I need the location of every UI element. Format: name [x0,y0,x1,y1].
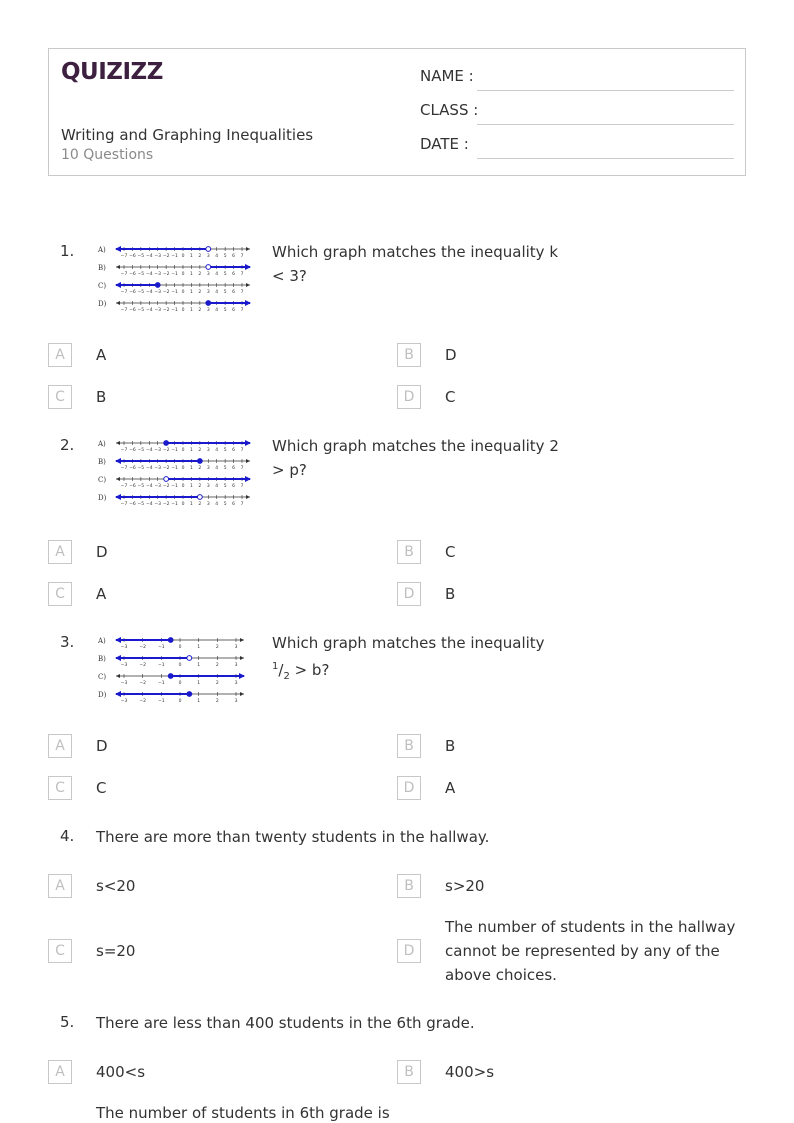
question-number: 2. [60,436,75,454]
tick-label: −4 [145,290,153,295]
graph-label: D) [98,691,107,699]
tick-label: −5 [137,290,145,295]
tick-label: 1 [189,290,193,295]
ray-arrow [245,300,251,306]
tick-label: 1 [189,272,193,277]
tick-label: 0 [181,466,185,471]
tick-label: −3 [154,290,162,295]
option-text[interactable]: C [445,388,456,406]
closed-point [206,301,211,306]
date-line[interactable] [477,158,734,159]
tick-label: −2 [162,272,170,277]
question-text: There are less than 400 students in the 6th grade. [96,1014,475,1032]
tick-label: −5 [137,502,145,507]
tick-label: −1 [171,308,178,313]
tick-label: −6 [129,272,136,277]
tick-label: 0 [178,681,182,686]
option-text[interactable]: s<20 [96,877,136,895]
tick-label: 7 [240,502,244,507]
class-field[interactable] [420,101,734,125]
option-text[interactable]: 400>s [445,1063,495,1081]
open-point [197,495,202,500]
axis-arrow-right [246,459,250,463]
tick-label: −6 [129,254,136,259]
tick-label: −5 [137,448,145,453]
tick-label: 4 [215,290,219,295]
option-text[interactable]: The number of students in 6th grade is [96,1104,390,1122]
tick-label: −2 [162,290,170,295]
closed-point [187,692,192,697]
option-text[interactable]: D [445,346,457,364]
tick-label: 7 [240,290,244,295]
tick-label: −2 [162,502,170,507]
axis-arrow-left [116,477,120,481]
tick-label: 7 [240,484,244,489]
tick-label: −3 [120,681,128,686]
tick-label: 0 [181,448,185,453]
tick-label: 2 [198,502,202,507]
option-letter[interactable]: C [48,776,72,800]
tick-label: 7 [240,254,244,259]
tick-label: 6 [232,502,236,507]
option-text[interactable]: s=20 [96,942,136,960]
ray-arrow [115,691,121,697]
tick-label: 0 [178,645,182,650]
option-letter[interactable]: A [48,540,72,564]
tick-label: 7 [240,308,244,313]
tick-label: 1 [189,466,193,471]
tick-label: −2 [139,663,146,668]
tick-label: 6 [232,254,236,259]
fraction-numerator: 1 [272,661,279,672]
tick-label: 1 [197,645,201,650]
option-text[interactable]: A [96,346,107,364]
tick-label: −4 [145,308,153,313]
graph-label: A) [98,637,106,645]
option-letter[interactable]: D [397,776,421,800]
axis-arrow-right [246,247,250,251]
tick-label: −1 [171,290,178,295]
open-point [187,656,192,661]
tick-label: −3 [154,466,162,471]
option-letter[interactable]: D [397,582,421,606]
tick-label: −6 [129,502,136,507]
ray-arrow [115,494,121,500]
tick-label: 5 [223,466,227,471]
tick-label: 0 [181,254,185,259]
tick-label: −1 [158,663,165,668]
tick-label: −5 [137,272,145,277]
question-number: 5. [60,1013,75,1031]
name-line[interactable] [477,90,734,91]
number-line-graphs [98,631,248,709]
tick-label: 6 [232,484,236,489]
tick-label: 1 [189,448,193,453]
option-letter[interactable]: A [48,734,72,758]
tick-label: 2 [215,645,219,650]
tick-label: −6 [129,290,136,295]
tick-label: 5 [223,502,227,507]
tick-label: −5 [137,254,145,259]
graph-label: C) [98,673,107,681]
tick-label: −7 [120,254,128,259]
option-letter[interactable]: C [48,385,72,409]
tick-label: −3 [154,484,162,489]
tick-label: 2 [215,663,219,668]
question-number: 1. [60,242,75,260]
tick-label: 4 [215,308,219,313]
date-field[interactable] [420,135,734,159]
tick-label: 3 [234,681,238,686]
tick-label: 1 [197,681,201,686]
tick-label: −1 [171,448,178,453]
tick-label: 2 [198,466,202,471]
axis-arrow-right [240,692,244,696]
question-count: 10 Questions [61,147,154,163]
option-letter[interactable]: D [397,385,421,409]
graph-label: C) [98,282,107,290]
option-letter[interactable]: B [397,874,421,898]
question-text-tail: > b? [289,661,330,679]
tick-label: 0 [181,502,185,507]
ray-arrow [115,637,121,643]
tick-label: 0 [181,272,185,277]
graph-label: B) [98,655,106,663]
tick-label: 3 [234,663,238,668]
tick-label: 2 [215,699,219,704]
tick-label: 2 [198,308,202,313]
tick-label: −7 [120,290,128,295]
worksheet-header [48,48,746,176]
graph-label: B) [98,264,106,272]
tick-label: −4 [145,272,153,277]
tick-label: 5 [223,272,227,277]
tick-label: 2 [198,290,202,295]
ray-arrow [115,246,121,252]
date-label: DATE : [420,135,469,153]
tick-label: −2 [162,466,170,471]
axis-arrow-left [116,265,120,269]
tick-label: 4 [215,466,219,471]
tick-label: 1 [189,484,193,489]
tick-label: 0 [181,308,185,313]
ray-arrow [239,673,245,679]
question-text-main: Which graph matches the inequality [272,634,545,652]
tick-label: 5 [223,254,227,259]
option-text[interactable]: s>20 [445,877,485,895]
tick-label: −4 [145,502,153,507]
option-letter[interactable]: D [397,939,421,963]
option-text[interactable]: A [96,585,107,603]
option-letter[interactable]: B [397,1060,421,1084]
option-letter[interactable]: C [48,939,72,963]
tick-label: 5 [223,448,227,453]
tick-label: −1 [171,254,178,259]
ray-arrow [115,655,121,661]
ray-arrow [115,282,121,288]
tick-label: 3 [206,254,210,259]
tick-label: 1 [197,699,201,704]
tick-label: 2 [198,448,202,453]
number-line-graphs [98,434,254,512]
tick-label: −2 [162,308,170,313]
tick-label: −6 [129,448,136,453]
closed-point [197,459,202,464]
tick-label: −1 [158,699,165,704]
tick-label: 5 [223,290,227,295]
ray-arrow [245,440,251,446]
name-label: NAME : [420,67,474,85]
tick-label: 3 [206,308,210,313]
tick-label: −6 [129,308,136,313]
tick-label: 4 [215,272,219,277]
graph-label: C) [98,476,107,484]
tick-label: 2 [198,272,202,277]
tick-label: −3 [120,663,128,668]
fraction-denominator: 2 [283,671,290,682]
ray-arrow [115,458,121,464]
tick-label: −3 [120,645,128,650]
tick-label: 1 [189,254,193,259]
tick-label: −5 [137,466,145,471]
tick-label: 1 [197,663,201,668]
class-line[interactable] [477,124,734,125]
number-line-graphs [98,240,254,318]
tick-label: −7 [120,502,128,507]
closed-point [164,441,169,446]
tick-label: 2 [215,681,219,686]
tick-label: −4 [145,254,153,259]
tick-label: −4 [145,448,153,453]
graph-label: D) [98,300,107,308]
option-text[interactable]: B [445,585,456,603]
tick-label: −6 [129,466,136,471]
tick-label: −3 [154,448,162,453]
tick-label: 2 [198,484,202,489]
question-text: Which graph matches the inequality $^1/_2 > b$? [272,634,545,682]
option-text[interactable]: D [96,543,108,561]
option-text[interactable]: B [445,737,456,755]
tick-label: −1 [158,645,165,650]
tick-label: −5 [137,484,145,489]
tick-label: −3 [154,254,162,259]
tick-label: 3 [206,290,210,295]
tick-label: 6 [232,448,236,453]
tick-label: −2 [139,645,146,650]
tick-label: −7 [120,484,128,489]
tick-label: 6 [232,308,236,313]
tick-label: 0 [178,663,182,668]
tick-label: 1 [189,502,193,507]
worksheet-title: Writing and Graphing Inequalities [61,126,314,144]
axis-arrow-right [246,283,250,287]
tick-label: −3 [120,699,128,704]
graph-label: A) [98,440,106,448]
tick-label: 3 [234,645,238,650]
option-text[interactable]: C [96,779,107,797]
tick-label: −4 [145,484,153,489]
graph-label: A) [98,246,106,254]
tick-label: −7 [120,448,128,453]
option-text[interactable]: C [445,543,456,561]
tick-label: 3 [206,272,210,277]
tick-label: 0 [181,290,185,295]
tick-label: 4 [215,254,219,259]
tick-label: −3 [154,502,162,507]
tick-label: −3 [154,272,162,277]
quizizz-logo: QUIZIZZ [61,59,163,85]
question-number: 3. [60,633,75,651]
tick-label: −4 [145,466,153,471]
axis-arrow-left [116,441,120,445]
tick-label: −6 [129,484,136,489]
question-text: There are more than twenty students in the hallway. [96,828,490,846]
tick-label: 5 [223,484,227,489]
option-letter[interactable]: A [48,1060,72,1084]
tick-label: −7 [120,466,128,471]
class-label: CLASS : [420,101,479,119]
tick-label: 7 [240,272,244,277]
option-text[interactable]: The number of students in the hallway cannot be represented by any of the above choices. [445,918,736,984]
option-letter[interactable]: B [397,540,421,564]
option-text[interactable]: D [96,737,108,755]
tick-label: −2 [162,448,170,453]
option-letter[interactable]: A [48,343,72,367]
axis-arrow-right [240,656,244,660]
option-letter[interactable]: A [48,874,72,898]
tick-label: −7 [120,272,128,277]
option-letter[interactable]: C [48,582,72,606]
tick-label: 4 [215,448,219,453]
tick-label: 0 [178,699,182,704]
tick-label: 4 [215,484,219,489]
option-letter[interactable]: B [397,343,421,367]
tick-label: −1 [171,502,178,507]
tick-label: −2 [139,681,146,686]
tick-label: 6 [232,290,236,295]
tick-label: 6 [232,272,236,277]
open-point [164,477,169,482]
tick-label: −1 [158,681,165,686]
axis-arrow-left [116,674,120,678]
tick-label: 3 [234,699,238,704]
question-text: Which graph matches the inequality 2 > p? [272,437,559,479]
option-text[interactable]: B [96,388,107,406]
tick-label: −2 [162,254,170,259]
open-point [206,265,211,270]
graph-label: D) [98,494,107,502]
open-point [206,247,211,252]
tick-label: 3 [206,502,210,507]
axis-arrow-right [240,638,244,642]
tick-label: 6 [232,466,236,471]
tick-label: −3 [154,308,162,313]
tick-label: 0 [181,484,185,489]
tick-label: −1 [171,484,178,489]
option-text[interactable]: A [445,779,456,797]
tick-label: 7 [240,448,244,453]
tick-label: −2 [139,699,146,704]
tick-label: 1 [189,308,193,313]
tick-label: 4 [215,502,219,507]
tick-label: −7 [120,308,128,313]
tick-label: 3 [206,484,210,489]
tick-label: 5 [223,308,227,313]
tick-label: −1 [171,272,178,277]
closed-point [155,283,160,288]
ray-arrow [245,264,251,270]
tick-label: 3 [206,466,210,471]
axis-arrow-left [116,301,120,305]
tick-label: 2 [198,254,202,259]
option-text[interactable]: 400<s [96,1063,146,1081]
tick-label: −1 [171,466,178,471]
question-number: 4. [60,827,75,845]
tick-label: 7 [240,466,244,471]
ray-arrow [245,476,251,482]
closed-point [168,674,173,679]
question-text: Which graph matches the inequality k < 3? [272,243,559,285]
closed-point [168,638,173,643]
option-letter[interactable]: B [397,734,421,758]
tick-label: −5 [137,308,145,313]
name-field[interactable] [420,67,734,91]
tick-label: −2 [162,484,170,489]
graph-label: B) [98,458,106,466]
axis-arrow-right [246,495,250,499]
tick-label: 3 [206,448,210,453]
